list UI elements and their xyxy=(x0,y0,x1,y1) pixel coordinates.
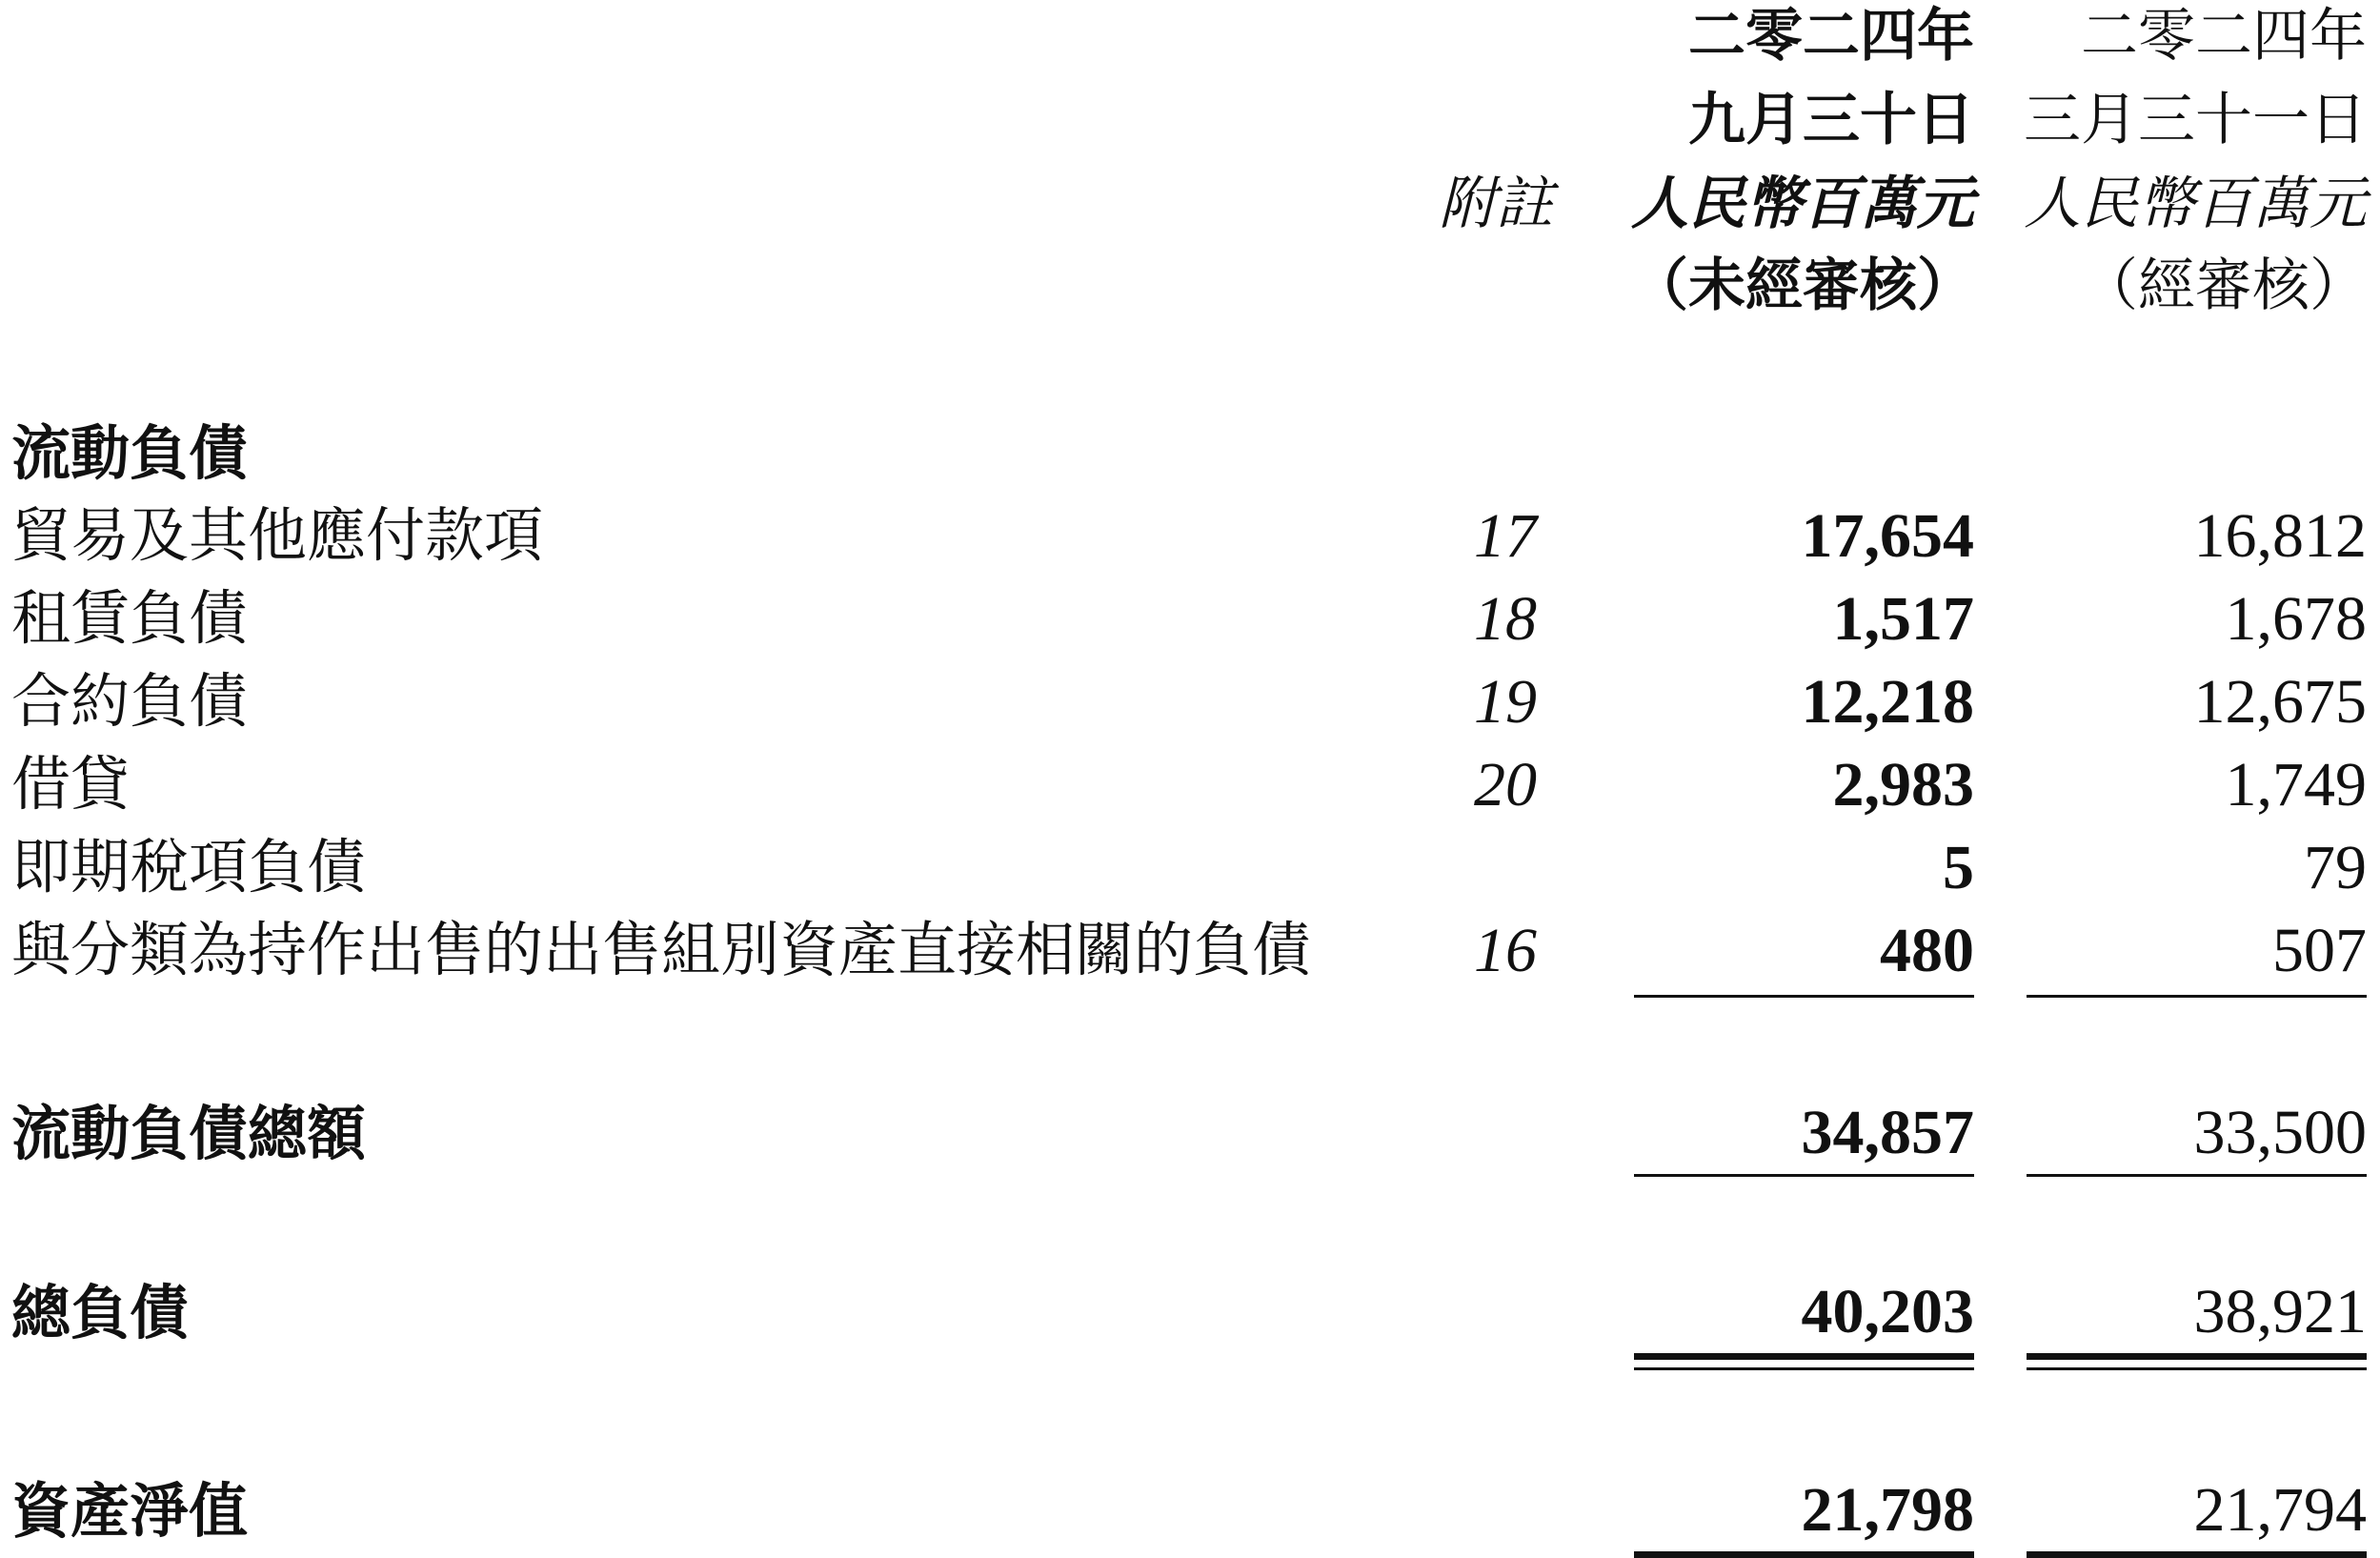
double-rule-previous-bottom xyxy=(2027,1367,2367,1370)
row-note: 18 xyxy=(1474,584,1537,654)
row-note: 19 xyxy=(1474,667,1537,737)
net-assets-current: 21,798 xyxy=(1801,1475,1974,1545)
total-liabilities-previous: 38,921 xyxy=(2193,1277,2367,1346)
subtotal-rule-previous xyxy=(2027,995,2367,998)
row-previous-value: 1,749 xyxy=(2225,750,2367,819)
row-previous-value: 79 xyxy=(2304,833,2367,902)
row-current-value: 17,654 xyxy=(1801,501,1974,571)
net-assets-rule-previous xyxy=(2027,1551,2367,1558)
total-current-liabilities-previous: 33,500 xyxy=(2193,1098,2367,1167)
row-note: 16 xyxy=(1474,916,1537,985)
row-previous-value: 1,678 xyxy=(2225,584,2367,654)
header-note-label: 附註 xyxy=(1439,172,1553,235)
row-previous-value: 507 xyxy=(2272,916,2367,985)
net-assets-previous: 21,794 xyxy=(2193,1475,2367,1545)
total-rule-previous xyxy=(2027,1174,2367,1177)
row-previous-value: 12,675 xyxy=(2193,667,2367,737)
row-current-value: 2,983 xyxy=(1832,750,1974,819)
row-note: 17 xyxy=(1474,501,1537,571)
row-current-value: 5 xyxy=(1943,833,1974,902)
total-liabilities-label: 總負債 xyxy=(11,1282,190,1346)
row-previous-value: 16,812 xyxy=(2193,501,2367,571)
row-label: 租賃負債 xyxy=(11,587,249,652)
total-rule-current xyxy=(1634,1174,1974,1177)
double-rule-current-bottom xyxy=(1634,1367,1974,1370)
row-label: 合約負債 xyxy=(11,670,249,735)
header-current-date: 九月三十日 xyxy=(1688,89,1974,152)
row-note: 20 xyxy=(1474,750,1537,819)
header-current-year: 二零二四年 xyxy=(1688,5,1974,68)
row-label: 與分類為持作出售的出售組別資產直接相關的負債 xyxy=(11,919,1312,983)
header-previous-unit: 人民幣百萬元 xyxy=(2024,172,2367,235)
section-title: 流動負債 xyxy=(11,422,249,487)
row-current-value: 12,218 xyxy=(1801,667,1974,737)
total-current-liabilities-label: 流動負債總額 xyxy=(11,1103,367,1167)
double-rule-current-top xyxy=(1634,1353,1974,1360)
row-label: 即期稅項負債 xyxy=(11,836,367,900)
row-label: 借貸 xyxy=(11,753,131,818)
subtotal-rule-current xyxy=(1634,995,1974,998)
row-current-value: 480 xyxy=(1880,916,1974,985)
net-assets-label: 資產淨值 xyxy=(11,1480,249,1545)
header-previous-date: 三月三十一日 xyxy=(2024,89,2367,152)
header-previous-status: （經審核） xyxy=(2081,254,2367,317)
header-previous-year: 二零二四年 xyxy=(2081,5,2367,68)
double-rule-previous-top xyxy=(2027,1353,2367,1360)
row-current-value: 1,517 xyxy=(1832,584,1974,654)
total-current-liabilities-current: 34,857 xyxy=(1801,1098,1974,1167)
row-label: 貿易及其他應付款項 xyxy=(11,504,544,569)
header-current-unit: 人民幣百萬元 xyxy=(1631,172,1974,235)
net-assets-rule-current xyxy=(1634,1551,1974,1558)
total-liabilities-current: 40,203 xyxy=(1801,1277,1974,1346)
header-current-status: （未經審核） xyxy=(1631,254,1974,317)
